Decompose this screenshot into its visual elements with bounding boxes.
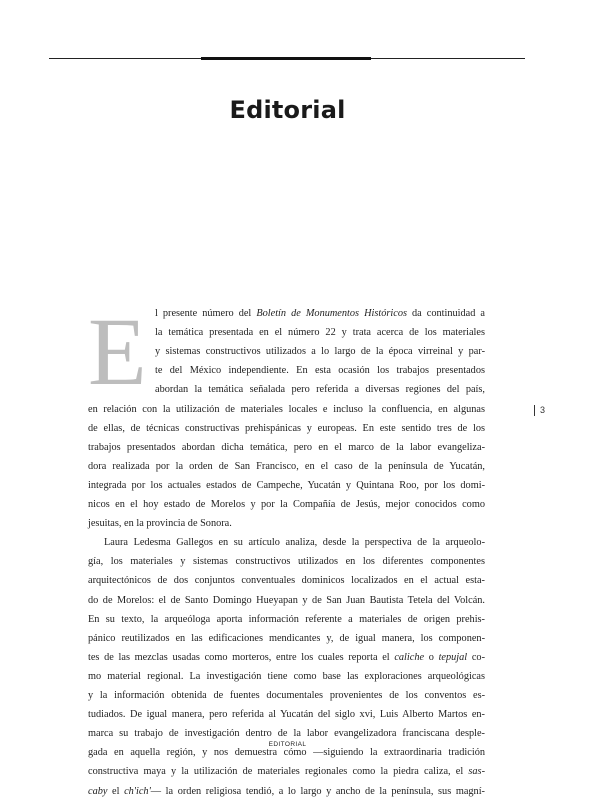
text-line [88, 457, 485, 476]
page-title: Editorial [229, 96, 346, 124]
text-line [88, 667, 485, 686]
text-run: pánico reutilizados en las edificaciones mendicantes y, de igual manera, los componen- [88, 632, 485, 644]
text-run: nicos en el hoy estado de Morelos y por la Compañía de Jesús, mejor conocidos como [88, 499, 485, 510]
text-line [88, 514, 485, 533]
text-run: integrada por los actuales estados de Campeche, Yucatán y Quintana Roo, por los domi- [88, 479, 485, 491]
italic-run: caliche [394, 651, 425, 663]
running-footer: EDITORIAL [268, 741, 307, 748]
text-line [88, 419, 485, 438]
text-line [88, 438, 485, 457]
text-run: jesuitas, en la provincia de Sonora. [88, 518, 232, 530]
text-line [88, 648, 485, 667]
text-run: el [107, 785, 125, 797]
text-run: co- [467, 651, 485, 663]
drop-cap: E [88, 298, 147, 405]
text-run: o [424, 651, 439, 663]
text-line [155, 380, 485, 399]
text-run: y sistemas constructivos utilizados a lo largo de la época virreinal y par- [155, 346, 485, 358]
text-line [88, 495, 485, 514]
text-line [88, 629, 485, 648]
text-run: constructiva maya y la utilización de materiales regionales como la piedra caliza, el [88, 766, 469, 778]
text-run: arquitectónicos de dos conjuntos conventuales dominicos localizados en el actual esta- [88, 575, 485, 587]
text-run: tudiados. De igual manera, pero referida al Yucatán del siglo xvi, Luis Alberto Martos en- [88, 709, 485, 721]
text-line [88, 552, 485, 571]
page-number-value: 3 [540, 405, 546, 415]
text-run: abordan la temática señalada pero referida a diversas regiones del país, [155, 384, 485, 396]
text-line [88, 476, 485, 495]
text-line [88, 571, 485, 590]
text-run: tes de las mezclas usadas como morteros, entre los cuales reporta el [88, 651, 395, 663]
text-line [88, 400, 485, 419]
text-run: — la orden religiosa tendió, a lo largo y ancho de la península, sus magní- [150, 785, 485, 797]
italic-run: tepujal [438, 651, 468, 663]
text-line [88, 762, 485, 781]
text-run: l presente número del [155, 308, 257, 319]
text-run: en relación con la utilización de materiales locales e incluso la confluencia, en algunas [88, 403, 485, 415]
header-rule-accent [201, 57, 371, 60]
italic-run: ch'ich' [124, 785, 151, 797]
text-run: la temática presentada en el número 22 y trata acerca de los materiales [155, 327, 485, 339]
text-run: gía, los materiales y sistemas constructivos utilizados en los diferentes componentes [88, 556, 485, 568]
text-run: y la información obtenida de fuentes documentales provenientes de los conventos es- [88, 690, 485, 701]
text-run: marca su trabajo de investigación dentro de la labor evangelizadora franciscana desple- [88, 728, 485, 740]
text-line [155, 323, 485, 342]
text-line [104, 533, 485, 552]
text-run: trabajos presentados abordan dicha temática, pero en el marco de la labor evangeliza- [88, 441, 485, 453]
text-run: gada en aquella región, y nos demuestra cómo —siguiendo la extraordinaria tradición [88, 747, 485, 759]
page-number [534, 405, 545, 416]
text-line [88, 610, 485, 629]
text-line [88, 782, 485, 801]
text-run: Laura Ledesma Gallegos en su artículo analiza, desde la perspectiva de la arqueolo- [104, 537, 485, 549]
italic-run: Boletín de Monumentos Históricos [256, 308, 407, 319]
text-run: En su texto, la arqueóloga aporta información referente a materiales de origen prehis- [88, 613, 485, 625]
text-run: do de Morelos: el de Santo Domingo Hueyapan y de San Juan Bautista Tetela del Volcán. [88, 594, 485, 606]
text-run: da continuidad a [406, 308, 485, 319]
text-run: mo material regional. La investigación tiene como base las exploraciones arqueológicas [88, 670, 485, 682]
text-line [88, 705, 485, 724]
text-run: te del México independiente. En esta ocasión los trabajos presentados [155, 365, 485, 377]
text-run: de ellas, de técnicas constructivas prehispánicas y europeas. En este sentido tres de los [88, 422, 485, 434]
text-line [155, 342, 485, 361]
text-line [88, 686, 485, 705]
text-run: dora realizada por la orden de San Francisco, en el caso de la península de Yucatán, [88, 460, 485, 472]
italic-run: sas- [468, 766, 485, 778]
text-line [155, 304, 485, 323]
italic-run: caby [88, 785, 108, 797]
page-number-bar [534, 405, 535, 416]
text-line [155, 361, 485, 380]
text-line [88, 591, 485, 610]
